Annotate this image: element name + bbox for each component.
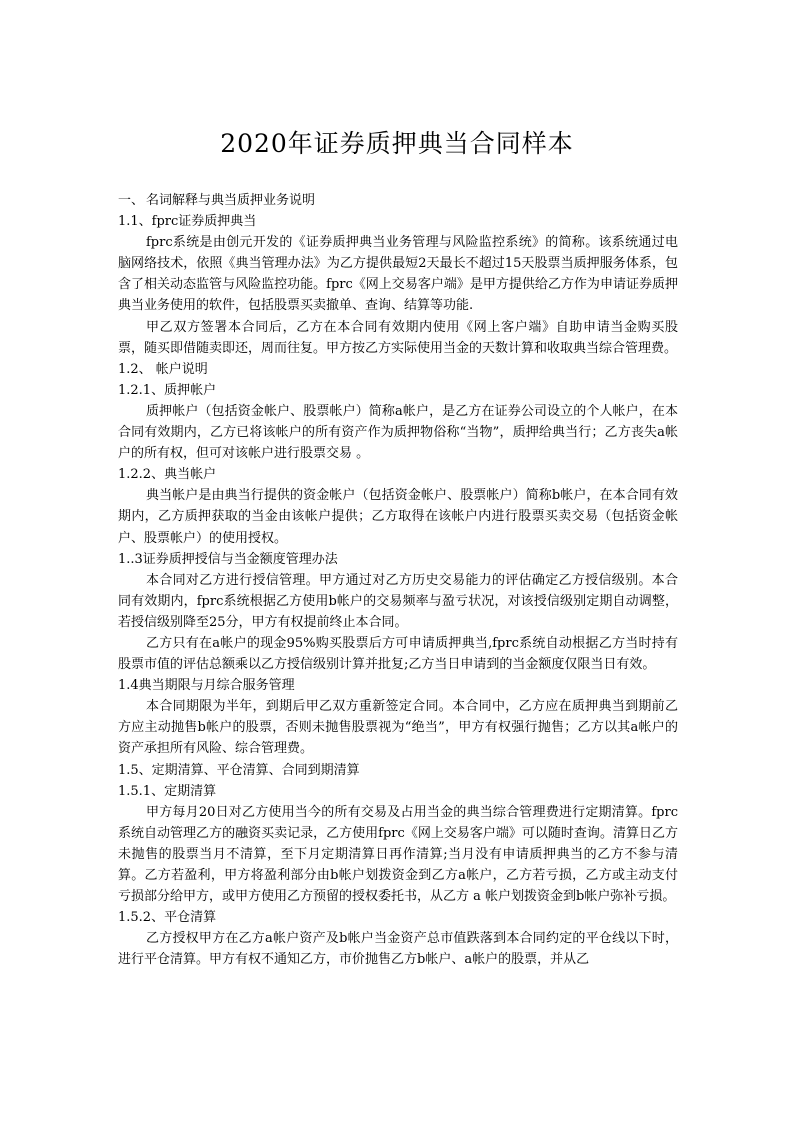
paragraph: 质押帐户（包括资金帐户、股票帐户）简称a帐户，是乙方在证券公司设立的个人帐户，在本合同有效期内，乙方已将该帐户的所有资产作为质押物俗称“当物”，质押给典当行；乙方丧失a帐户的所有权，但可对该帐户进行股票交易 。 xyxy=(118,403,678,462)
subsection-heading: 1.5.2、平仓清算 xyxy=(118,910,217,926)
paragraph: 乙方只有在a帐户的现金95%购买股票后方可申请质押典当,fprc系统自动根据乙方当时持有股票市值的评估总额乘以乙方授信级别计算并批复;乙方当日申请到的当金额度仅限当日有效。 xyxy=(118,635,678,673)
document-title: 2020年证券质押典当合同样本 xyxy=(220,129,574,158)
subsection-heading: 1.5.1、定期清算 xyxy=(118,783,217,799)
subsection-heading: 1.2.2、典当帐户 xyxy=(118,467,217,483)
paragraph: fprc系统是由创元开发的《证券质押典当业务管理与风险监控系统》的简称。该系统通过电脑网络技术，依照《典当管理办法》为乙方提供最短2天最长不超过15天股票当质押服务体系，包含了相关动态监管与风险监控功能。fprc《网上交易客户端》是甲方提供给乙方作为申请证券质押典当业务使用的软件，包括股票买卖撤单、查询、结算等功能. xyxy=(118,235,678,314)
section-heading xyxy=(118,190,678,211)
subsection-heading: 1.1、fprc证券质押典当 xyxy=(118,214,257,230)
subsection-heading: 1.4典当期限与月综合服务管理 xyxy=(118,678,295,694)
paragraph: 乙方授权甲方在乙方a帐户资产及b帐户当金资产总市值跌落到本合同约定的平仓线以下时，进行平仓清算。甲方有权不通知乙方，市价抛售乙方b帐户、a帐户的股票，并从乙 xyxy=(118,931,678,968)
subsection-heading: 1.5、定期清算、平仓清算、合同到期清算 xyxy=(118,762,360,778)
document-body xyxy=(118,190,678,970)
subsection-heading: 1.2、 帐户说明 xyxy=(118,361,208,377)
paragraph: 甲方每月20日对乙方使用当今的所有交易及占用当金的典当综合管理费进行定期清算。fprc系统自动管理乙方的融资买卖记录，乙方使用fprc《网上交易客户端》可以随时查询。清算日乙方未抛售的股票当月不清算，至下月定期清算日再作清算;当月没有申请质押典当的乙方不参与清算。乙方若盈利，甲方将盈利部分由b帐户划拨资金到乙方a帐户，乙方若亏损，乙方或主动支付亏损部分给甲方，或甲方使用乙方预留的授权委托书，从乙方 a 帐户划拨资金到b帐户弥补亏损。 xyxy=(118,804,678,905)
subsection-heading: 1..3证券质押授信与当金额度管理办法 xyxy=(118,551,338,567)
paragraph: 典当帐户是由典当行提供的资金帐户（包括资金帐户、股票帐户）简称b帐户，在本合同有效期内，乙方质押获取的当金由该帐户提供；乙方取得在该帐户内进行股票买卖交易（包括资金帐户、股票帐户）的使用授权。 xyxy=(118,488,678,546)
paragraph: 本合同对乙方进行授信管理。甲方通过对乙方历史交易能力的评估确定乙方授信级别。本合同有效期内，fprc系统根据乙方使用b帐户的交易频率与盈亏状况，对该授信级别定期自动调整，若授信级别降至25分，甲方有权提前终止本合同。 xyxy=(118,572,678,630)
paragraph: 甲乙双方签署本合同后，乙方在本合同有效期内使用《网上客户端》自助申请当金购买股票，随买即借随卖即还，周而往复。甲方按乙方实际使用当金的天数计算和收取典当综合管理费。 xyxy=(118,319,678,356)
section-number: 一、 xyxy=(118,193,145,208)
subsection-heading: 1.2.1、质押帐户 xyxy=(118,382,217,398)
paragraph: 本合同期限为半年，到期后甲乙双方重新签定合同。本合同中，乙方应在质押典当到期前乙方应主动抛售b帐户的股票，否则未抛售股票视为“绝当”，甲方有权强行抛售；乙方以其a帐户的资产承担所有风险、综合管理费。 xyxy=(118,699,678,757)
section-title: 名词解释与典当质押业务说明 xyxy=(146,193,316,208)
